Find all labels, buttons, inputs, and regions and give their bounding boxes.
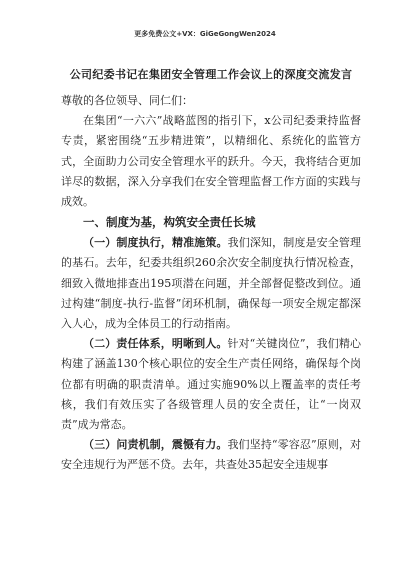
- page-header: 更多免费公文+VX：GiGeGongWen2024: [134, 30, 276, 38]
- intro-paragraph: 在集团“一六六”战略蓝图的指引下，x公司纪委秉持监督专责，紧密围绕“五步精进策”，以精细化、系统化的监管方式，全面助力公司安全管理水平的跃升。今天，我将结合更加详尽的数据，深入分享我们在安全管理监督工作方面的实践与成效。: [61, 114, 361, 209]
- item-text: 我们深知，制度是安全管理的基石。去年，纪委共组织260余次安全制度执行情况检查，细致入微地排查出195项潜在问题，并全部督促整改到位。通过构建“制度-执行-监督”闭环机制，确保每一项安全规定都深入人心，成为全体员工的行动指南。: [61, 236, 361, 331]
- item-text: 针对“关键岗位”，我们精心构建了涵盖130个核心职位的安全生产责任网络，确保每个岗位都有明确的职责清单。通过实施90%以上覆盖率的责任考核，我们有效压实了各级管理人员的安全责任，让“一岗双责”成为常态。: [61, 337, 362, 432]
- item-lead: （一）制度执行，精准施策。: [83, 236, 228, 250]
- item-lead: （二）责任体系，明晰到人。: [83, 337, 228, 351]
- item-text: 我们坚持“零容忍”原则，对安全违规行为严惩不贷。去年，共查处35起安全违规事: [61, 438, 362, 472]
- document-title: 公司纪委书记在集团安全管理工作会议上的深度交流发言: [69, 68, 353, 81]
- section-heading: 一、制度为基，构筑安全责任长城: [83, 215, 256, 230]
- item-lead: （三）问责机制，震慑有力。: [83, 438, 228, 452]
- paragraph-item-2: [61, 334, 361, 435]
- paragraph-item-1: [61, 233, 361, 334]
- paragraph-item-3: [61, 435, 361, 475]
- greeting: 尊敬的各位领导、同仁们：: [61, 94, 193, 107]
- document-body: [61, 66, 361, 476]
